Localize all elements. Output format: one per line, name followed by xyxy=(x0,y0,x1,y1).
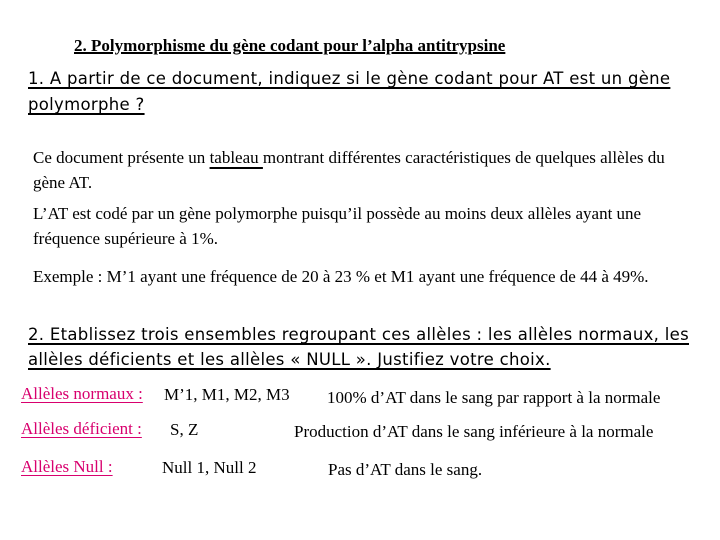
deficient-alleles-justification: Production d’AT dans le sang inférieure à la normale xyxy=(294,422,654,441)
question-1-line-2: polymorphe ? xyxy=(28,95,145,114)
answer-paragraph-2: L’AT est codé par un gène polymorphe puisqu’il possède au moins deux allèles ayant une fréquence supérieure à 1%. xyxy=(33,204,642,248)
paragraph-1-text-end: montrant différentes caractéristiques de quelques allèles du gène AT. xyxy=(33,148,665,192)
normal-alleles-label: Allèles normaux : xyxy=(21,384,143,403)
question-2 xyxy=(28,322,700,372)
page-title: 2. Polymorphisme du gène codant pour l’alpha antitrypsine xyxy=(74,36,506,55)
deficient-alleles-list: S, Z xyxy=(170,420,199,439)
null-alleles-justification: Pas d’AT dans le sang. xyxy=(328,460,483,479)
question-1-line-1: 1. A partir de ce document, indiquez si le gène codant pour AT est un gène xyxy=(28,69,671,88)
deficient-alleles-label: Allèles déficient : xyxy=(21,419,142,438)
paragraph-1-text-start: Ce document présente un xyxy=(33,148,210,167)
answer-paragraph-3: Exemple : M’1 ayant une fréquence de 20 à 23 % et M1 ayant une fréquence de 44 à 49%. xyxy=(33,267,649,286)
question-1 xyxy=(28,66,698,118)
question-2-line-1: 2. Etablissez trois ensembles regroupant ces allèles : les allèles normaux, les xyxy=(28,325,689,344)
normal-alleles-justification: 100% d’AT dans le sang par rapport à la normale xyxy=(327,388,661,407)
null-alleles-label: Allèles Null : xyxy=(21,457,113,476)
question-2-line-2: allèles déficients et les allèles « NULL ». Justifiez votre choix. xyxy=(28,350,551,369)
paragraph-1-underlined-word: tableau xyxy=(209,148,263,167)
answer-paragraph-1 xyxy=(33,145,693,195)
null-alleles-list: Null 1, Null 2 xyxy=(162,458,257,477)
normal-alleles-list: M’1, M1, M2, M3 xyxy=(164,385,290,404)
